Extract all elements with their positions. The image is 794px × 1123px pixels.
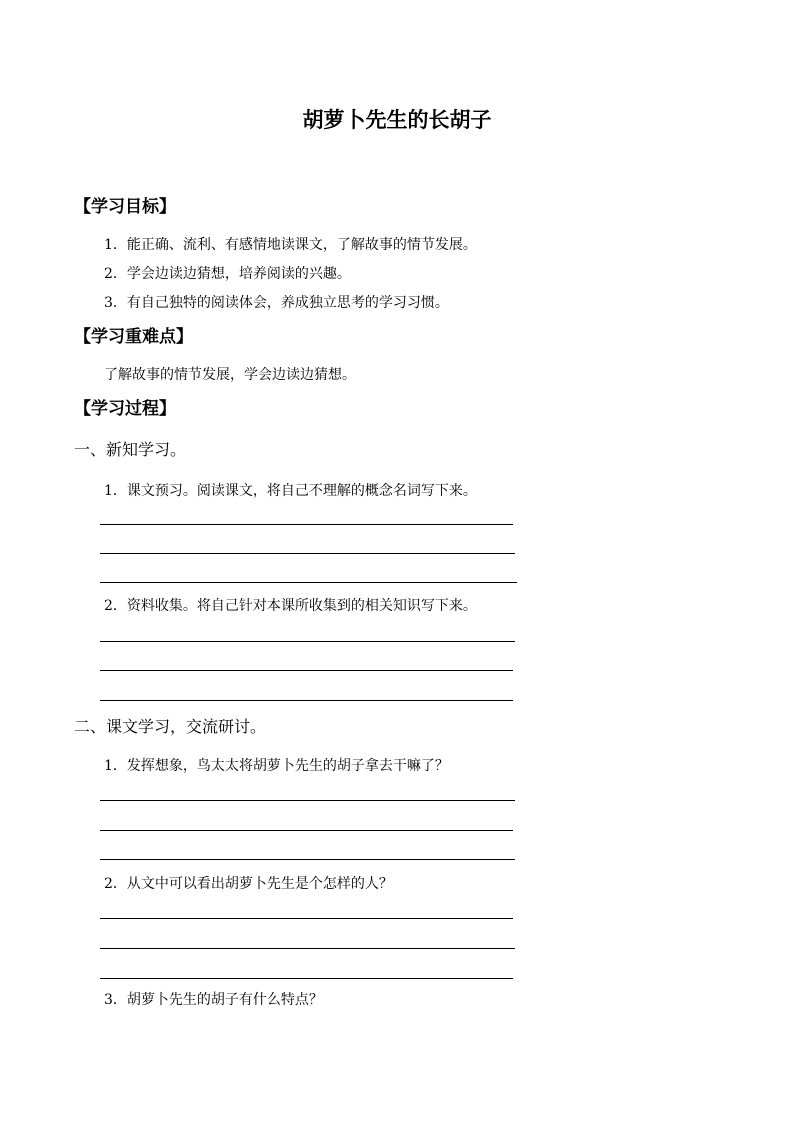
keypoints-text: 了解故事的情节发展，学会边读边猜想。 xyxy=(104,367,356,383)
answer-line[interactable] xyxy=(100,948,515,949)
part2-title: 二、课文学习，交流研讨。 xyxy=(74,717,267,736)
goal-item-1: 1．能正确、流利、有感情地读课文，了解故事的情节发展。 xyxy=(104,237,477,253)
answer-line[interactable] xyxy=(100,918,513,919)
part2-question-2: 2．从文中可以看出胡萝卜先生是个怎样的人？ xyxy=(104,876,393,892)
part2-question-3: 3．胡萝卜先生的胡子有什么特点？ xyxy=(104,992,323,1008)
goal-item-3: 3．有自己独特的阅读体会，养成独立思考的学习习惯。 xyxy=(104,295,449,311)
part1-question-1: 1．课文预习。阅读课文，将自己不理解的概念名词写下来。 xyxy=(104,483,477,499)
answer-line[interactable] xyxy=(100,553,515,554)
answer-line[interactable] xyxy=(100,700,513,701)
page-title: 胡萝卜先生的长胡子 xyxy=(302,108,492,132)
keypoints-heading: 【学习重难点】 xyxy=(74,327,193,347)
answer-line[interactable] xyxy=(100,830,513,831)
part1-title: 一、新知学习。 xyxy=(74,440,187,459)
answer-line[interactable] xyxy=(100,978,513,979)
part1-question-2: 2．资料收集。将自己针对本课所收集到的相关知识写下来。 xyxy=(104,598,477,614)
answer-line[interactable] xyxy=(100,524,513,525)
goals-heading: 【学习目标】 xyxy=(74,197,176,217)
answer-line[interactable] xyxy=(100,800,515,801)
answer-line[interactable] xyxy=(100,641,515,642)
answer-line[interactable] xyxy=(100,582,517,583)
part2-question-1: 1．发挥想象，鸟太太将胡萝卜先生的胡子拿去干嘛了？ xyxy=(104,758,449,774)
answer-line[interactable] xyxy=(100,670,513,671)
answer-line[interactable] xyxy=(100,859,515,860)
process-heading: 【学习过程】 xyxy=(74,399,176,419)
goal-item-2: 2．学会边读边猜想，培养阅读的兴趣。 xyxy=(104,266,351,282)
